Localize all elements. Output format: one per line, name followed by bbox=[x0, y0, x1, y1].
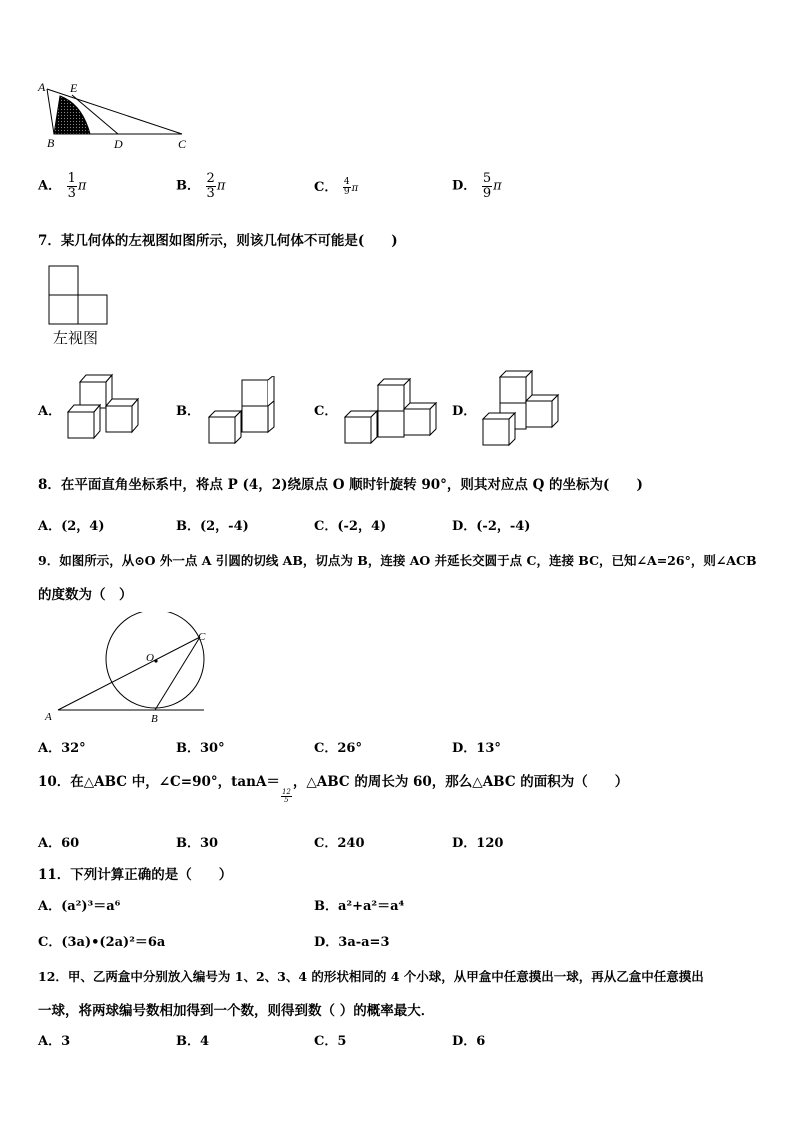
label-b: B bbox=[151, 713, 158, 724]
q11-stem: 11．下列计算正确的是（ ） bbox=[38, 867, 233, 883]
q6-option-b-fraction bbox=[206, 172, 216, 200]
q6-option-b-numerator: 2 bbox=[206, 171, 215, 186]
q10-option-d: D．120 bbox=[452, 836, 504, 851]
q8-option-b: B．(2，-4) bbox=[176, 519, 249, 534]
q10-stem bbox=[38, 770, 629, 804]
q10-option-b: B．30 bbox=[176, 836, 219, 851]
q6-option-b-pi: π bbox=[216, 178, 226, 194]
q9-option-c: C．26° bbox=[314, 741, 362, 756]
q7-option-d-label: D． bbox=[452, 404, 477, 419]
q10-option-a: A．60 bbox=[38, 836, 80, 851]
q6-option-a-denominator: 3 bbox=[67, 185, 76, 201]
q10-tan-numerator: 12 bbox=[281, 787, 291, 796]
q6-option-a-numerator: 1 bbox=[67, 171, 76, 186]
q10-tan-fraction bbox=[281, 789, 292, 805]
q6-option-a bbox=[38, 172, 86, 200]
q6-option-b-denominator: 3 bbox=[206, 185, 215, 201]
q6-option-d-pi: π bbox=[493, 178, 502, 194]
q9-stem-line2: 的度数为（ ） bbox=[38, 587, 133, 603]
label-b: B bbox=[47, 136, 55, 150]
q6-option-d-label: D． bbox=[452, 178, 477, 194]
q6-option-b bbox=[176, 172, 225, 200]
q9-option-a: A．32° bbox=[38, 741, 86, 756]
q11-option-b: B．a²+a²＝a⁴ bbox=[314, 899, 405, 914]
q12-option-a: A．3 bbox=[38, 1034, 71, 1049]
q6-option-b-label: B． bbox=[176, 178, 200, 194]
side-ab bbox=[47, 89, 54, 134]
q10-option-c: C．240 bbox=[314, 836, 365, 851]
label-d: D bbox=[114, 137, 123, 151]
left-view-figure bbox=[48, 265, 110, 327]
center-point bbox=[154, 659, 157, 662]
q10-stem-post: ，△ABC 的周长为 60，那么△ABC 的面积为（ ） bbox=[292, 774, 629, 790]
q7-option-c-label: C． bbox=[314, 404, 338, 419]
q12-option-b: B．4 bbox=[176, 1034, 210, 1049]
q11-option-c: C．(3a)•(2a)²＝6a bbox=[38, 935, 166, 950]
label-a: A bbox=[45, 711, 52, 723]
q6-option-d bbox=[452, 172, 502, 200]
q6-option-d-fraction bbox=[482, 172, 492, 200]
line-ac bbox=[58, 637, 200, 710]
q6-option-c-denominator: 9 bbox=[343, 187, 350, 197]
q8-option-c: C．(-2，4) bbox=[314, 519, 387, 534]
q7-option-b-label: B． bbox=[176, 404, 200, 419]
q7-option-c-cubes bbox=[342, 376, 442, 446]
q6-option-a-fraction bbox=[67, 172, 77, 200]
label-e: E bbox=[70, 81, 78, 95]
q6-option-a-pi: π bbox=[77, 178, 87, 194]
q12-stem-line2: 一球，将两球编号数相加得到一个数，则得到数（ ）的概率最大． bbox=[38, 1003, 435, 1019]
q7-option-a-cubes bbox=[66, 372, 142, 442]
line-bc bbox=[155, 637, 200, 710]
q6-option-c-label: C． bbox=[314, 180, 338, 195]
triangle-sector-figure bbox=[30, 78, 200, 156]
q6-option-d-denominator: 9 bbox=[482, 185, 492, 201]
q12-option-c: C．5 bbox=[314, 1034, 347, 1049]
label-c: C bbox=[198, 631, 206, 643]
q12-option-d: D．6 bbox=[452, 1034, 486, 1049]
q9-stem-line1: 9．如图所示，从⊙O 外一点 A 引圆的切线 AB，切点为 B，连接 AO 并延长交圆于点 C，连接 BC，已知∠A=26°，则∠ACB bbox=[38, 553, 757, 568]
q11-option-d: D．3a-a=3 bbox=[314, 935, 390, 950]
q9-option-d: D．13° bbox=[452, 741, 501, 756]
label-a: A bbox=[38, 80, 46, 94]
q10-tan-denominator: 5 bbox=[284, 796, 289, 804]
q7-stem: 7．某几何体的左视图如图所示，则该几何体不可能是( ) bbox=[38, 233, 398, 249]
q10-stem-pre: 10．在△ABC 中，∠C=90°，tanA＝ bbox=[38, 774, 280, 790]
q6-option-c bbox=[314, 176, 358, 197]
label-c: C bbox=[178, 137, 187, 151]
q6-option-c-fraction bbox=[343, 178, 351, 198]
q11-option-a: A．(a²)³＝a⁶ bbox=[38, 899, 121, 914]
q7-option-a-label: A． bbox=[38, 404, 62, 419]
q12-stem-line1: 12．甲、乙两盒中分别放入编号为 1、2、3、4 的形状相同的 4 个小球，从甲盒中任意摸出一球，再从乙盒中任意摸出 bbox=[38, 969, 704, 984]
q9-option-b: B．30° bbox=[176, 741, 225, 756]
q8-stem: 8．在平面直角坐标系中，将点 P (4，2)绕原点 O 顺时针旋转 90°，则其对应点 Q 的坐标为( ) bbox=[38, 477, 643, 493]
q8-option-d: D．(-2，-4) bbox=[452, 519, 531, 534]
q6-option-d-numerator: 5 bbox=[482, 171, 492, 186]
q6-option-a-label: A． bbox=[38, 178, 62, 194]
q7-option-b-cubes bbox=[206, 376, 278, 446]
label-o: O bbox=[146, 652, 154, 664]
left-view-caption: 左视图 bbox=[53, 329, 99, 347]
q6-option-c-pi: π bbox=[351, 183, 359, 194]
circle-tangent-figure bbox=[36, 612, 212, 724]
q8-option-a: A．(2，4) bbox=[38, 519, 105, 534]
q6-option-c-numerator: 4 bbox=[343, 176, 350, 187]
q7-option-d-cubes bbox=[480, 369, 562, 449]
